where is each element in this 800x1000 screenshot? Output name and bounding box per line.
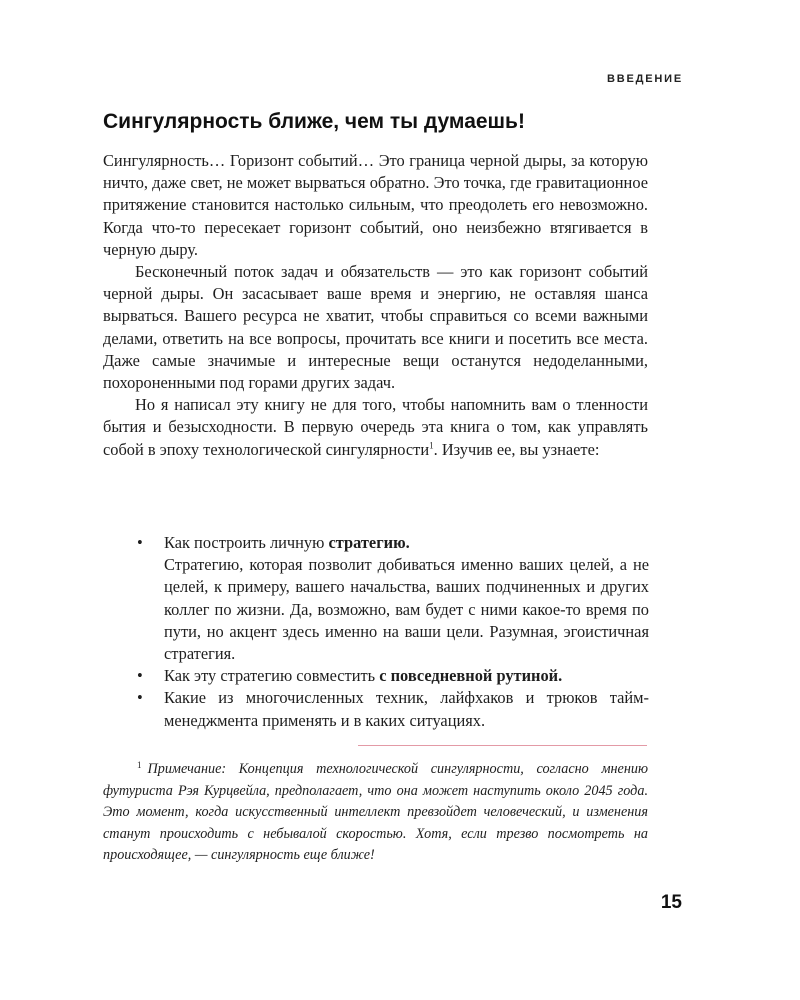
footnote-number: 1: [137, 760, 142, 770]
body-text: [103, 150, 648, 461]
list-item: [137, 687, 649, 731]
paragraph-3: [103, 394, 648, 461]
paragraph-3-text: Но я написал эту книгу не для того, чтобы напомнить вам о тленности бытия и безысходности. В первую очередь эта книга о том, как управлять собой в эпоху технологической сингулярности: [103, 395, 648, 459]
footnote-text: Примечание: Концепция технологической сингулярности, согласно мнению футуриста Рэя Курцвейла, предполагает, что она может наступить около 2045 года. Это момент, когда искусственный интеллект превзойдет человеческий, и изменения станут происходить с небывалой скоростью. Хотя, если трезво посмотреть на происходящее, — сингулярность еще ближе!: [103, 761, 648, 864]
footnote-reference[interactable]: 1: [429, 440, 434, 451]
list-item-lead: Как эту стратегию совместить: [164, 666, 380, 686]
list-item-bold: с повседневной рутиной.: [379, 666, 563, 686]
running-header: ВВЕДЕНИЕ: [607, 73, 683, 85]
paragraph-3-tail: . Изучив ее, вы узнаете:: [433, 439, 600, 459]
bullet-icon: •: [137, 533, 143, 552]
list-item-detail: Стратегию, которая позволит добиваться именно ваших целей, а не целей, к примеру, вашего начальства, ваших подчиненных и других коллег по жизни. Да, возможно, вам будет с ними какое-то время по пути, но акцент здесь именно на ваши цели. Разумная, эгоистичная стратегия.: [164, 555, 649, 664]
list-item-text: Какие из многочисленных техник, лайфхаков и трюков тайм-менеджмента применять и в каких ситуациях.: [164, 688, 649, 730]
list-item: [137, 665, 649, 687]
bullet-list: [137, 532, 649, 732]
footnote: [103, 755, 648, 867]
bullet-icon: •: [137, 666, 143, 686]
list-item-lead: Как построить личную: [164, 533, 329, 552]
footnote-divider: [358, 745, 647, 746]
list-item: [137, 532, 649, 665]
list-item-bold: стратегию.: [328, 533, 410, 552]
bullet-icon: •: [137, 688, 143, 708]
chapter-heading: Сингулярность ближе, чем ты думаешь!: [103, 110, 525, 133]
paragraph-1: Сингулярность… Горизонт событий… Это граница черной дыры, за которую ничто, даже свет, не может вырваться обратно. Это точка, где гравитационное притяжение становится настолько сильным, что преодолеть его невозможно. Когда что-то пересекает горизонт событий, оно неизбежно втягивается в черную дыру.: [103, 151, 648, 259]
paragraph-2: Бесконечный поток задач и обязательств — это как горизонт событий черной дыры. Он засасывает ваше время и энергию, не оставляя шанса вырваться. Вашего ресурса не хватит, чтобы справиться со всеми важными делами, ответить на все вопросы, прочитать все книги и посетить все места. Даже самые значимые и интересные вещи останутся недоделанными, похороненными под горами других задач.: [103, 262, 648, 393]
page-number: 15: [660, 892, 682, 913]
